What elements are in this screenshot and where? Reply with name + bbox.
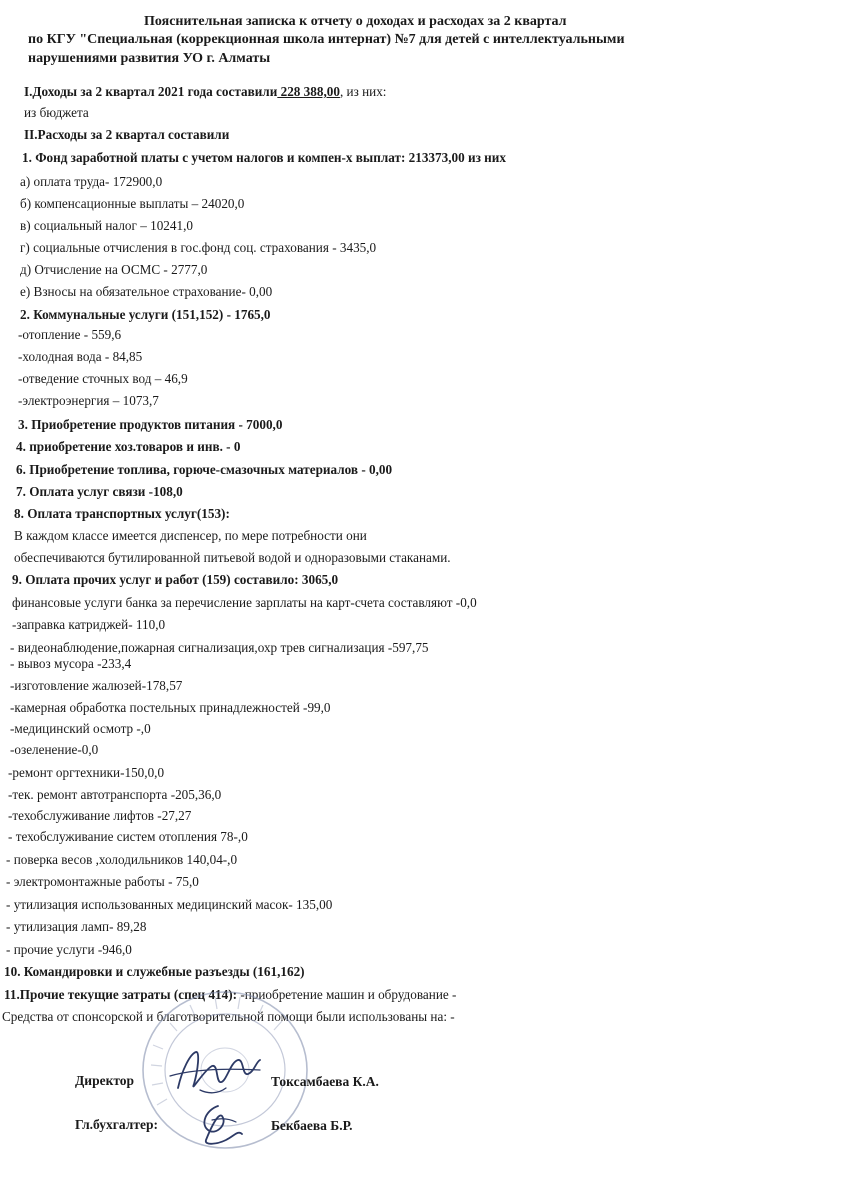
section-1-item: д) Отчисление на ОСМС - 2777,0	[20, 262, 208, 277]
section-4-line: 4. приобретение хоз.товаров и инв. - 0	[16, 439, 241, 454]
org-line-2: нарушениями развития УО г. Алматы	[28, 51, 271, 66]
section-9-item: -заправка катриджей- 110,0	[12, 617, 166, 632]
section-11-heading: 11.Прочие текущие затраты (спец 414):	[4, 987, 238, 1002]
director-label: Директор	[75, 1073, 135, 1088]
section-1-heading-tail: из них	[464, 150, 506, 165]
document-title: Пояснительная записка к отчету о доходах и расходах за 2 квартал	[144, 14, 567, 29]
section-11-tail: -приобретение машин и обрудование -	[237, 987, 457, 1002]
income-prefix: I.Доходы за 2 квартал 2021 года составили	[24, 84, 278, 99]
section-9-heading: 9. Оплата прочих услуг и работ (159) составило: 3065,0	[12, 572, 339, 587]
section-2-item: -холодная вода - 84,85	[18, 349, 143, 364]
income-line	[24, 84, 386, 100]
section-8-text: обеспечиваются бутилированной питьевой водой и одноразовыми стаканами.	[14, 550, 451, 565]
org-line-1: по КГУ "Специальная (коррекционная школа интернат) №7 для детей с интеллектуальными	[28, 32, 625, 47]
section-9-item: -тек. ремонт автотранспорта -205,36,0	[8, 787, 222, 802]
section-2-item: -электроэнергия – 1073,7	[18, 393, 159, 408]
section-9-item: -изготовление жалюзей-178,57	[10, 678, 183, 693]
section-9-item: - электромонтажные работы - 75,0	[6, 874, 199, 889]
section-9-item: - видеонаблюдение,пожарная сигнализация,охр трев сигнализация -597,75	[10, 640, 429, 655]
section-1-item: в) социальный налог – 10241,0	[20, 218, 193, 233]
section-1-item: е) Взносы на обязательное страхование- 0,00	[20, 284, 273, 299]
section-1-item: а) оплата труда- 172900,0	[20, 174, 163, 189]
section-1-item: г) социальные отчисления в гос.фонд соц. страхования - 3435,0	[20, 240, 377, 255]
section-9-item: - утилизация использованных медицинский масок- 135,00	[6, 897, 333, 912]
section-2-heading: 2. Коммунальные услуги (151,152) - 1765,0	[20, 307, 271, 322]
section-1-heading-main: 1. Фонд заработной платы с учетом налогов и компен-х выплат: 213373,00	[22, 150, 465, 165]
accountant-name: Бекбаева Б.Р.	[271, 1118, 353, 1133]
income-suffix: , из них:	[339, 84, 387, 99]
expenses-heading: II.Расходы за 2 квартал составили	[24, 127, 230, 142]
accountant-label: Гл.бухгалтер:	[75, 1117, 158, 1132]
section-2-item: -отопление - 559,6	[18, 327, 122, 342]
section-9-item: -медицинский осмотр -,0	[10, 721, 151, 736]
section-9-item: - прочие услуги -946,0	[6, 942, 132, 957]
sponsor-line: Средства от спонсорской и благотворительной помощи были использованы на: -	[2, 1009, 455, 1024]
section-8-text: В каждом классе имеется диспенсер, по мере потребности они	[14, 528, 367, 543]
section-10-line: 10. Командировки и служебные разъезды (161,162)	[4, 964, 305, 979]
section-9-item: -озеленение-0,0	[10, 742, 99, 757]
section-9-item: - техобслуживание систем отопления 78-,0	[8, 829, 248, 844]
section-9-item: финансовые услуги банка за перечисление зарплаты на карт-счета составляют -0,0	[12, 595, 477, 610]
section-2-item: -отведение сточных вод – 46,9	[18, 371, 188, 386]
section-9-item: - утилизация ламп- 89,28	[6, 919, 147, 934]
section-9-item: - поверка весов ,холодильников 140,04-,0	[6, 852, 238, 867]
section-9-item: -камерная обработка постельных принадлежностей -99,0	[10, 700, 331, 715]
accountant-signature	[192, 1100, 252, 1150]
section-9-item: - вывоз мусора -233,4	[10, 656, 132, 671]
director-signature	[160, 1040, 270, 1100]
section-7-line: 7. Оплата услуг связи -108,0	[16, 484, 183, 499]
income-source: из бюджета	[24, 105, 89, 120]
section-9-item: -ремонт оргтехники-150,0,0	[8, 765, 165, 780]
section-8-heading: 8. Оплата транспортных услуг(153):	[14, 506, 230, 521]
director-name: Токсамбаева К.А.	[271, 1074, 379, 1089]
section-3-line: 3. Приобретение продуктов питания - 7000,0	[18, 417, 283, 432]
section-1-item: б) компенсационные выплаты – 24020,0	[20, 196, 245, 211]
section-6-line: 6. Приобретение топлива, горюче-смазочных материалов - 0,00	[16, 462, 393, 477]
section-1-heading	[22, 150, 506, 166]
section-9-item: -техобслуживание лифтов -27,27	[8, 808, 192, 823]
income-amount: 228 388,00	[277, 84, 340, 99]
